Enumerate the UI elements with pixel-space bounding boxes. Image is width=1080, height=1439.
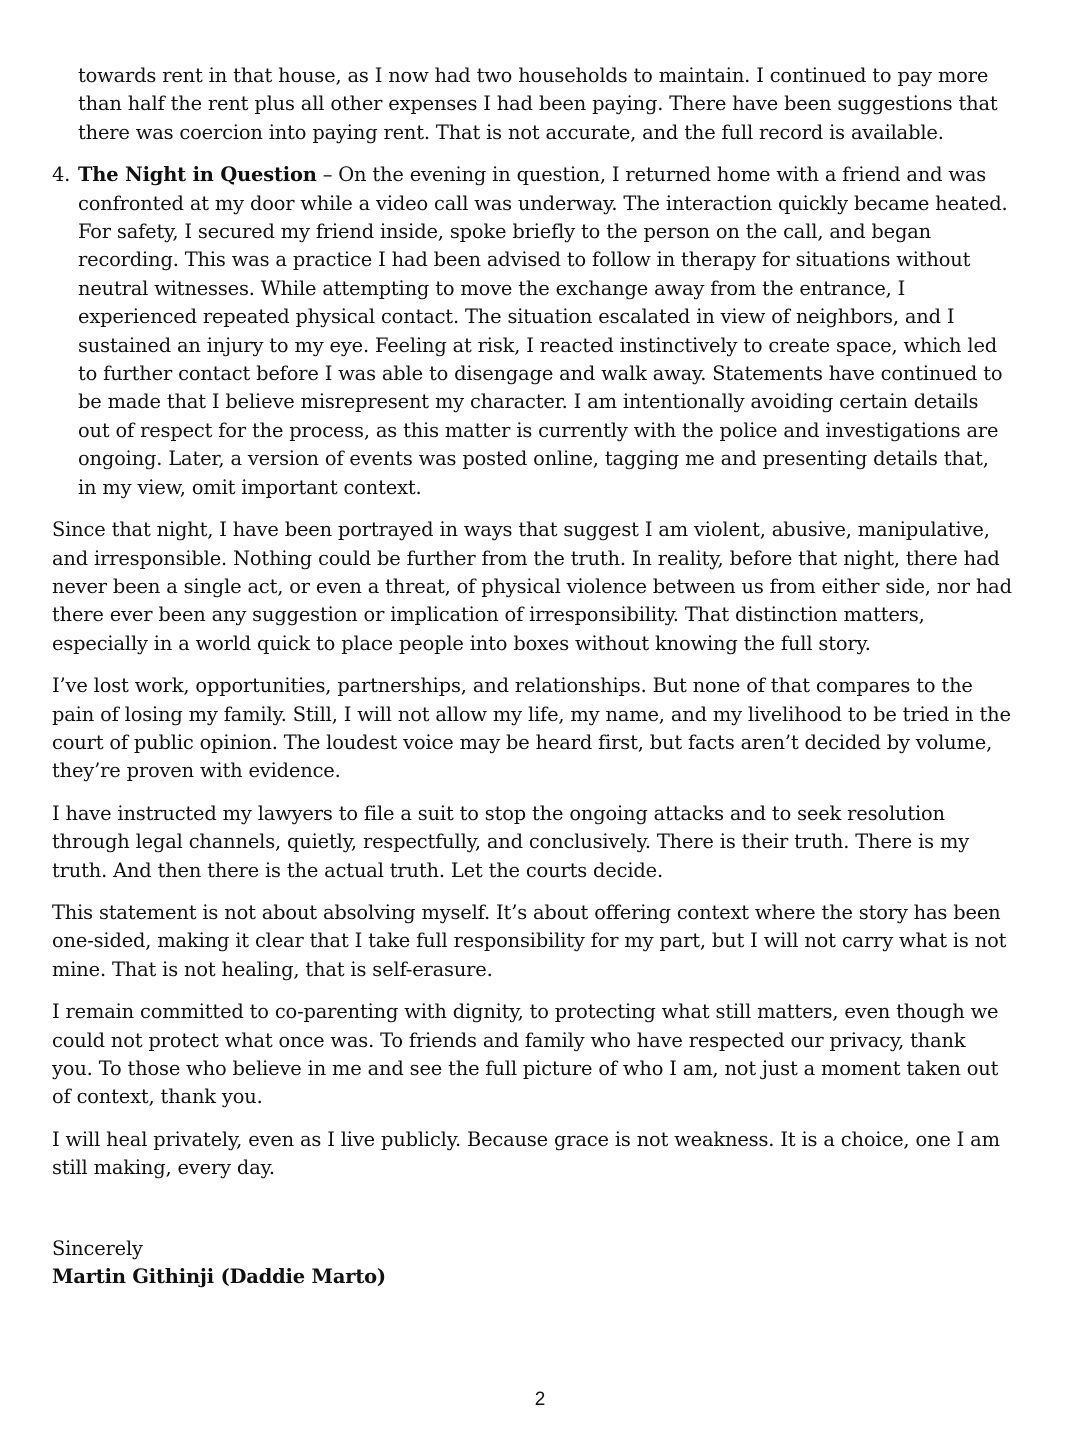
page-number: 2 — [534, 1389, 546, 1410]
continued-list-item — [52, 62, 1012, 147]
list-item-night-in-question — [52, 161, 1012, 502]
continued-item-text: towards rent in that house, as I now had two households to maintain. I continued to pay more than half the rent plus all other expenses I had been paying. There have been suggestions that there was coercion into paying rent. That is not accurate, and the full record is available. — [78, 64, 998, 144]
document-page — [52, 62, 1012, 1291]
paragraph-context: This statement is not about absolving myself. It’s about offering context where the story has been one-sided, making it clear that I take full responsibility for my part, but I will not carry what is not mine. That is not healing, that is self-erasure. — [52, 900, 1007, 981]
closing-block — [52, 1235, 1012, 1292]
paragraph-co-parenting: I remain committed to co-parenting with dignity, to protecting what still matters, even though we could not protect what once was. To friends and family who have respected our privacy, thank you. To those who believe in me and see the full picture of who I am, not just a moment taken out of context, thank you. — [52, 1000, 999, 1109]
signature: Martin Githinji (Daddie Marto) — [52, 1265, 386, 1289]
paragraph-losses: I’ve lost work, opportunities, partnerships, and relationships. But none of that compares to the pain of losing my family. Still, I will not allow my life, my name, and my livelihood to be tried in the court of public opinion. The loudest voice may be heard first, but facts aren’t decided by volume, they’re proven with evidence. — [52, 674, 1011, 783]
paragraph-portrayal: Since that night, I have been portrayed in ways that suggest I am violent, abusive, manipulative, and irresponsible. Nothing could be further from the truth. In reality, before that night, there had never been a single act, or even a threat, of physical violence between us from either side, nor had there ever been any suggestion or implication of irresponsibility. That distinction matters, especially in a world quick to place people into boxes without knowing the full story. — [52, 518, 1012, 655]
valediction: Sincerely — [52, 1236, 143, 1260]
list-item-number: 4. — [52, 163, 71, 187]
list-item-text: – On the evening in question, I returned home with a friend and was confronted at my door while a video call was underway. The interaction quickly became heated. For safety, I secured my friend inside, spoke briefly to the person on the call, and began recording. This was a practice I had been advised to follow in therapy for situations without neutral witnesses. While attempting to move the exchange away from the entrance, I experienced repeated physical contact. The situation escalated in view of neighbors, and I sustained an injury to my eye. Feeling at risk, I reacted instinctively to create space, which led to further contact before I was able to disengage and walk away. Statements have continued to be made that I believe misrepresent my character. I am intentionally avoiding certain details out of respect for the process, as this matter is currently with the police and investigations are ongoing. Later, a version of events was posted online, tagging me and presenting details that, in my view, omit important context. — [78, 163, 1008, 499]
paragraph-legal-action: I have instructed my lawyers to file a suit to stop the ongoing attacks and to seek resolution through legal channels, quietly, respectfully, and conclusively. There is their truth. There is my truth. And then there is the actual truth. Let the courts decide. — [52, 801, 970, 882]
list-item-title: The Night in Question — [78, 163, 317, 187]
paragraph-healing: I will heal privately, even as I live publicly. Because grace is not weakness. It is a choice, one I am still making, every day. — [52, 1127, 1000, 1180]
